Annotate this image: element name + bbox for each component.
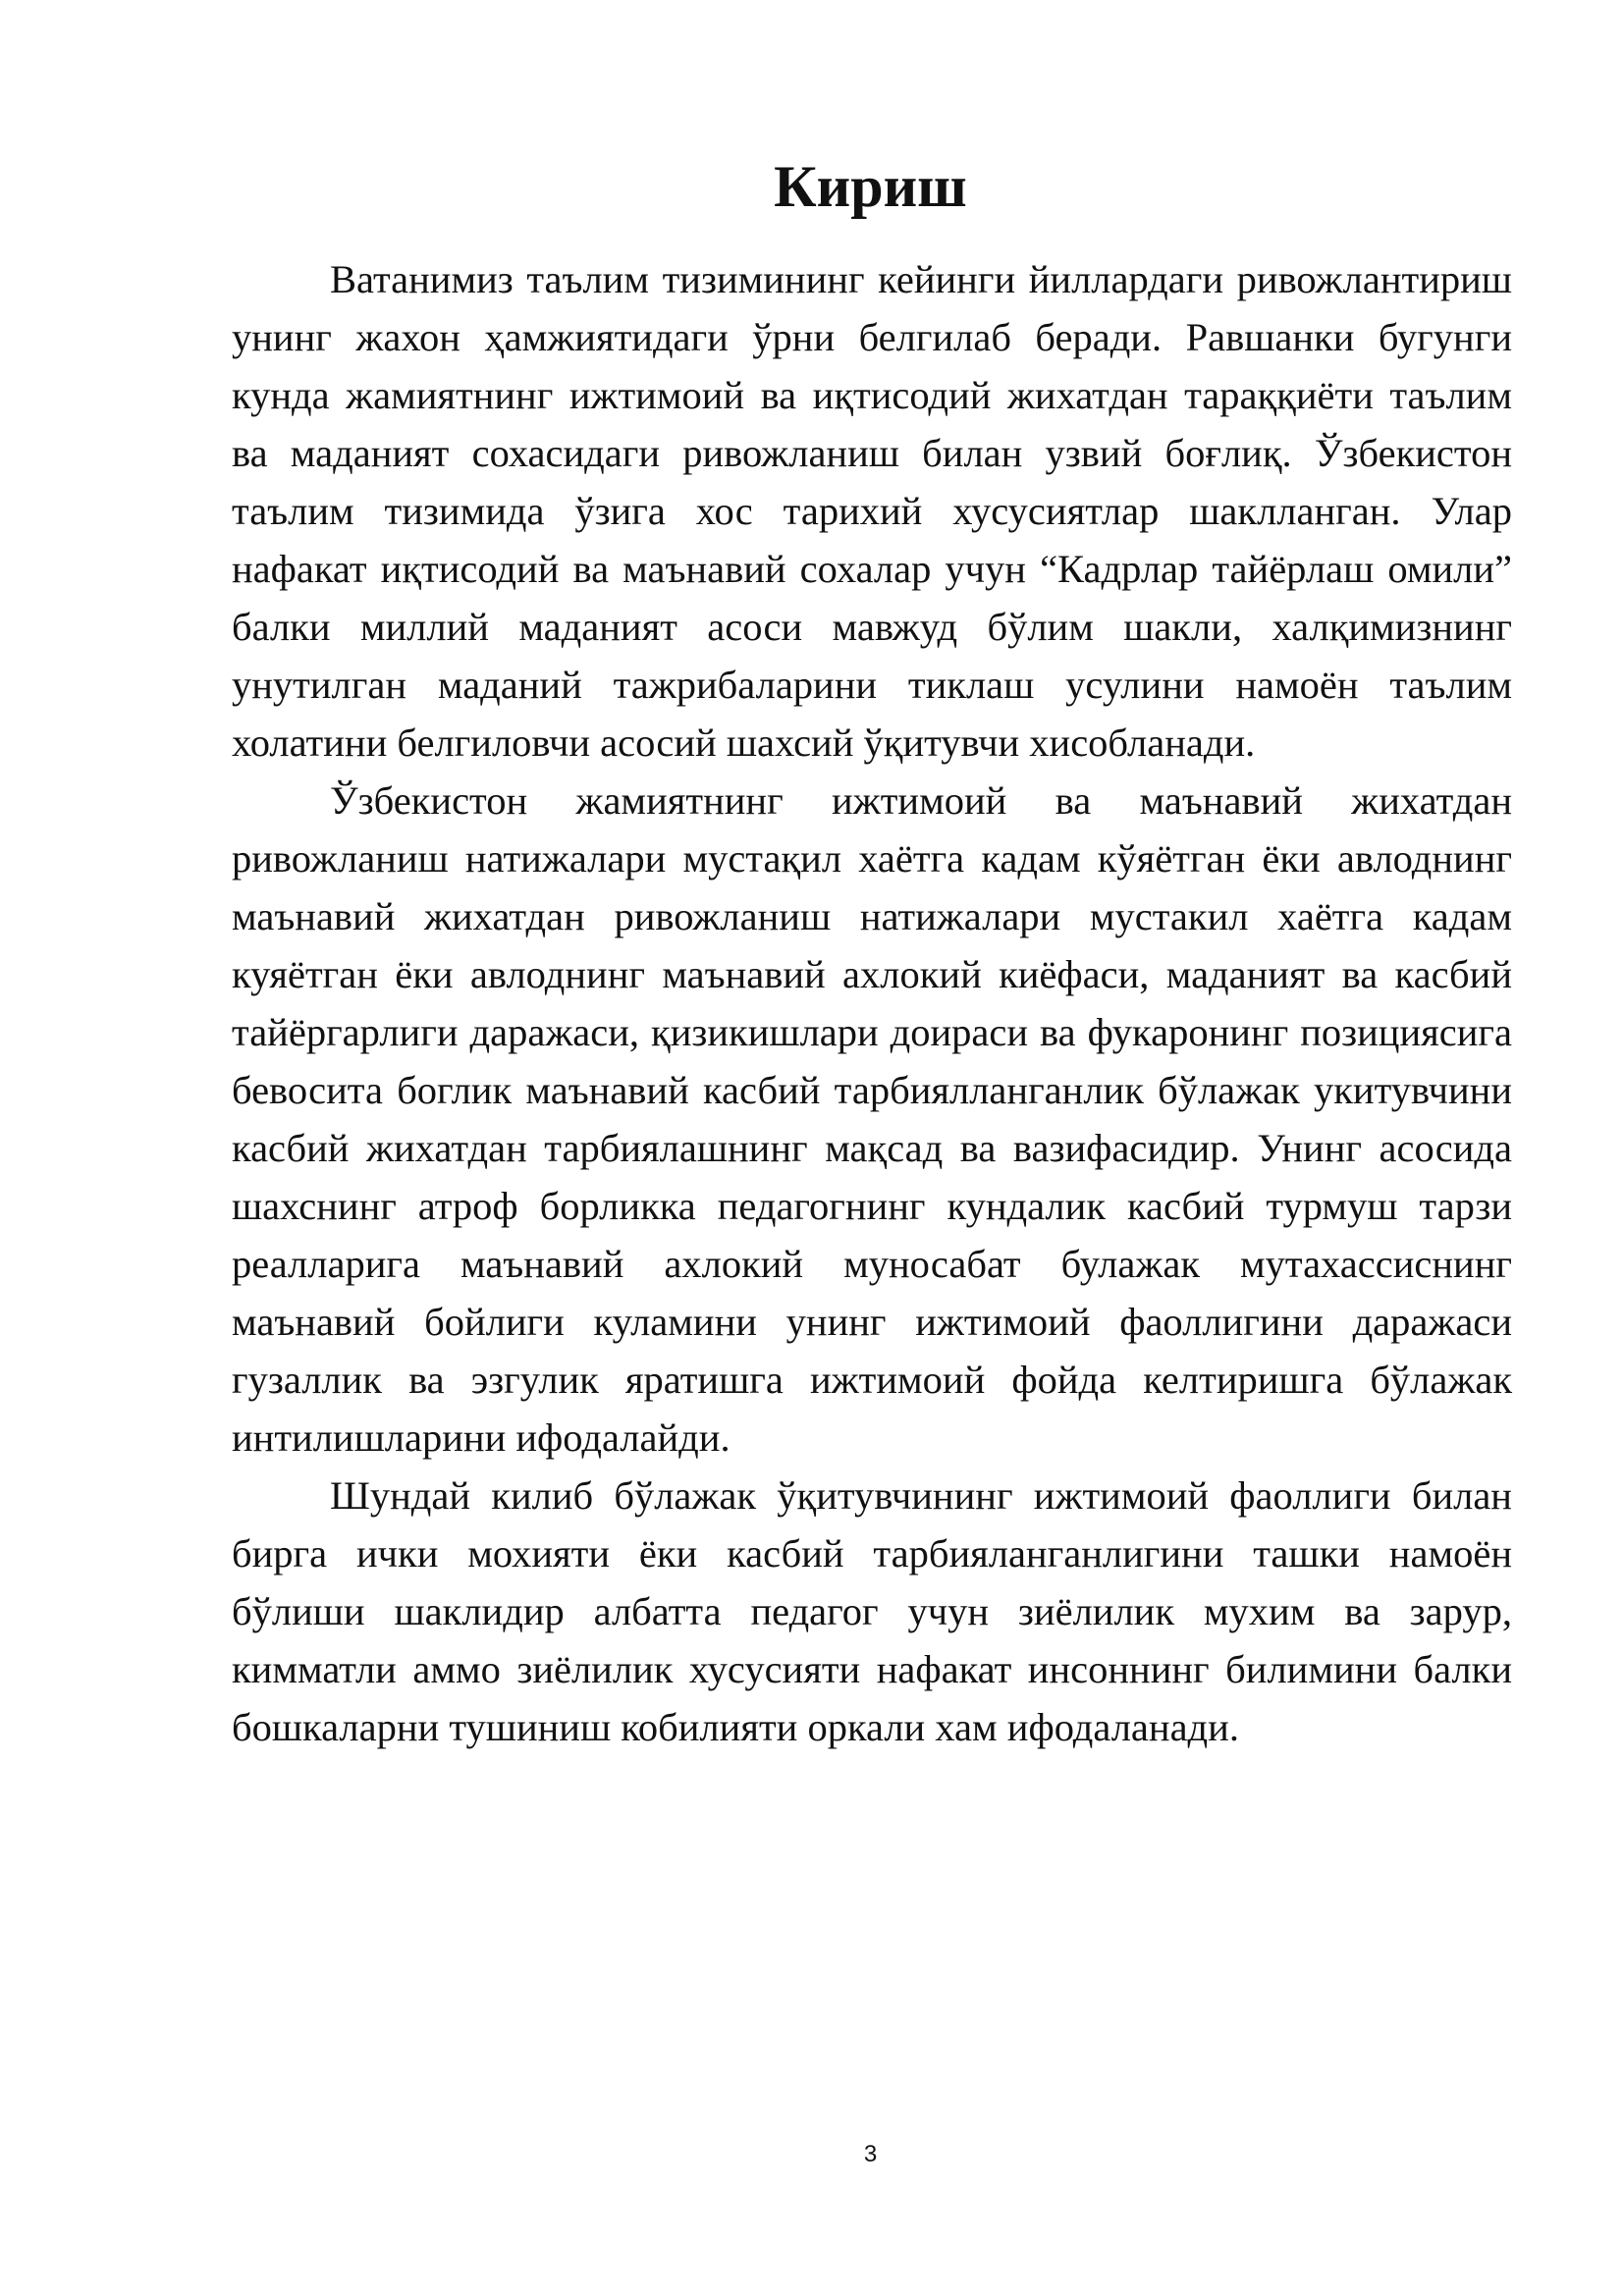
paragraph-1: Ватанимиз таълим тизимининг кейинги йиллардаги ривожлантириш унинг жахон ҳамжиятидаги ўрни белгилаб беради. Равшанки бугунги кунда жамиятнинг ижтимоий ва иқтисодий жихатдан тараққиёти таълим ва маданият сохасидаги ривожланиш билан узвий боғлиқ. Ўзбекистон таълим тизимида ўзига хос тарихий хусусиятлар шаклланган. Улар нафакат иқтисодий ва маънавий сохалар учун “Кадрлар тайёрлаш омили” балки миллий маданият асоси мавжуд бўлим шакли, халқимизнинг унутилган маданий тажрибаларини тиклаш усулини намоён таълим холатини белгиловчи асосий шахсий ўқитувчи хисобланади. [232,257,1512,765]
document-body [232,250,1512,1756]
paragraph-2: Ўзбекистон жамиятнинг ижтимоий ва маънавий жихатдан ривожланиш натижалари мустақил хаётга кадам кўяётган ёки авлоднинг маънавий жихатдан ривожланиш натижалари мустакил хаётга кадам куяётган ёки авлоднинг маънавий ахлокий киёфаси, маданият ва касбий тайёргарлиги даражаси, қизикишлари доираси ва фукаронинг позициясига бевосита боглик маънавий касбий тарбиялланганлик бўлажак укитувчини касбий жихатдан тарбиялашнинг мақсад ва вазифасидир. Унинг асосида шахснинг атроф борликка педагогнинг кундалик касбий турмуш тарзи реалларига маънавий ахлокий муносабат булажак мутахассиснинг маънавий бойлиги куламини унинг ижтимоий фаоллигини даражаси гузаллик ва эзгулик яратишга ижтимоий фойда келтиришга бўлажак интилишларини ифодалайди. [232,778,1512,1460]
paragraph-3: Шундай килиб бўлажак ўқитувчининг ижтимоий фаоллиги билан бирга ички мохияти ёки касбий тарбияланганлигини ташки намоён бўлиши шаклидир албатта педагог учун зиёлилик мухим ва зарур, кимматли аммо зиёлилик хусусияти нафакат инсоннинг билимини балки бошкаларни тушиниш кобилияти оркали хам ифодаланади. [232,1473,1512,1749]
page-number: 3 [863,2141,878,2167]
page-title: Кириш [774,154,967,219]
